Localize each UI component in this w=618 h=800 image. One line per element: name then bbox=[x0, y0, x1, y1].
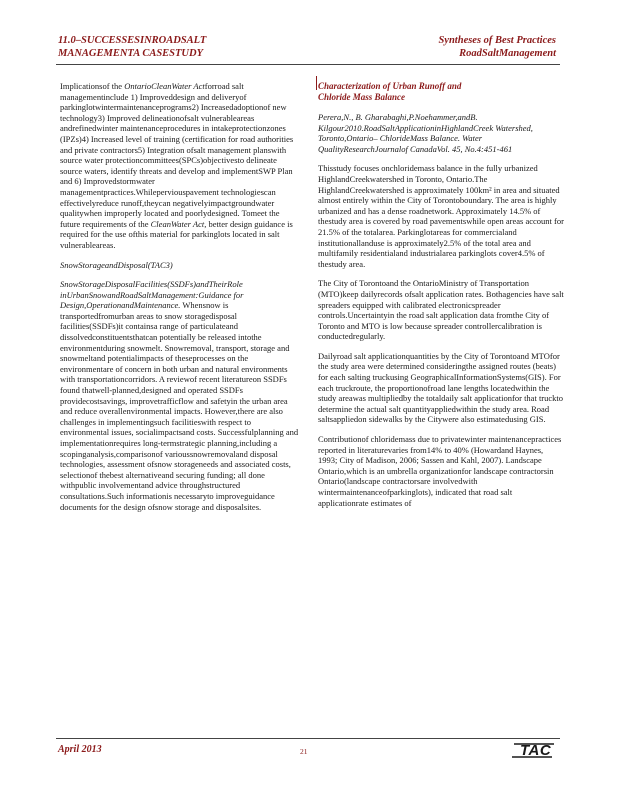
tac-logo-text: TAC bbox=[520, 742, 552, 759]
section-accent-bar bbox=[316, 76, 317, 90]
header-right-line1: Syntheses of Best Practices bbox=[438, 35, 556, 46]
section-heading-line2: Chloride Mass Balance bbox=[318, 92, 406, 102]
running-header-left bbox=[58, 34, 206, 60]
ssdf-paragraph bbox=[60, 279, 300, 512]
footer-date: April 2013 bbox=[58, 744, 102, 755]
act-name-italic: OntarioCleanWater Act bbox=[124, 81, 205, 91]
act-name-italic: CleanWater Act bbox=[150, 218, 205, 229]
citation: Perera,N., B. Gharabaghi,P.Noehammer,andB. Kilgour2010.RoadSaltApplicationinHighlandCreek Watershed, Toronto,Ontario– ChlorideMass Balance. Water QualityResearchJournalof CanadaVol. 45, No.4:451-461 bbox=[318, 112, 533, 154]
text-run: Whensnow is transportedfromurban areas to snow storagedisposal facilities(SSDFs)it containsa range of particulateand dissolvedconstituentsthatcan potentially be released intothe environmentduring snowmelt. Snowremoval, transport, storage and snowmeltand potentialimpacts of theseprocesses on the environmentare of concern in both urban and natural environments with transportationcorridors. A reviewof recent literatureon SSDFs found thatwell-planned,designed and operated SSDFs providecostsavings, improvetrafficflow and safetyin the urban area and reduce overallenvironmental impacts. However,there are also challenges in implementingsuch facilitieswith respect to environmental issues, socialimpactsand costs. Successfulplanning and implementationrequires long-termstrategic planning,including a scopinganalysis,comparisonof varioussnowremovaland disposal technologies, assessment ofsnow storageneeds and associated costs, selectionof thebest alternativeand securing funding; all done withpublic involvementand advice throughstructured consultations.Such informationis necessaryto improveguidance documents for the design ofsnow storage and disposalsites. bbox=[60, 300, 299, 512]
header-left-line2: MANAGEMENTA CASESTUDY bbox=[58, 48, 204, 59]
text-run: Implicationsof the bbox=[60, 81, 125, 91]
ssdf-title-italic: SnowStorageDisposalFacilities(SSDFs)andTheirRole inUrbanSnowandRoadSaltManagement:Guidance for Design,OperationandMaintenance. bbox=[60, 279, 244, 311]
footer-rule bbox=[56, 738, 560, 739]
header-left-line1: 11.0–SUCCESSESINROADSALT bbox=[58, 35, 207, 46]
section-heading-line1: Characterization of Urban Runoff and bbox=[318, 81, 462, 91]
page-number: 21 bbox=[300, 747, 308, 756]
left-column bbox=[60, 81, 300, 521]
header-rule bbox=[56, 64, 560, 65]
right-column bbox=[318, 81, 564, 517]
records-paragraph: The City of Torontoand the OntarioMinistry of Transportation (MTO)keep dailyrecords ofsalt application rates. Bothagencies have salt spreaders equipped with calibrated electronicspreader controls.Uncertaintyin the road salt application data fromthe City of Toronto and MTO is low because spreader controllercalibration is conductedregularly. bbox=[318, 278, 564, 342]
text-run: forroad salt managementinclude 1) Improveddesign and deliveryof parkinglotwintermaintenanceprograms2) Increasedadoptionof new technology3) Improved delineationofsalt vulnerableareas andrefinedwinter maintenanceprocedures in intakeprotectionzones (IPZs)4) Increased level of training (certification for road authorities and private contractors5) Integration ofsalt management planswith source water protectioncommittees(SPCs)objectivesto delineate source waters, identify threats and develop and implementSWP Plan and 6) Improvedstormwater managementpractices.Whileperviouspavement technologiescan effectivelyreduce runoff,theycan negativelyimpactgroundwater qualitywhen improperly located and poorlydesigned. Tomeet the future requirements of the bbox=[60, 81, 294, 229]
section-heading bbox=[318, 81, 564, 103]
header-right-line2: RoadSaltManagement bbox=[459, 48, 556, 59]
implications-paragraph bbox=[60, 81, 300, 251]
study-paragraph: Thisstudy focuses onchloridemass balance in the fully urbanized HighlandCreekwatershed in Toronto, Ontario.The HighlandCreekwatershed is approximately 100km² in area and situated almost entirely within the City of Torontoboundary. The area is highly urbanized and has a dense roadnetwork. Approximately 14.5% of thestudy area is covered by road pavementswhile open areas account for 21.5% of the totalarea. Parkinglotareas for commercialand institutionallanduse is approximately2.5% of the total area and multifamily residentialand industrialarea parkinglots cover4.5% of thestudy area. bbox=[318, 163, 564, 269]
text-run: , better design guidance is required for the use ofthis material for parkinglots located in salt vulnerableareas. bbox=[60, 218, 293, 250]
tac-logo bbox=[508, 738, 560, 760]
contribution-paragraph: Contributionof chloridemass due to privatewinter maintenancepractices reported in literaturevaries from14% to 40% (Howardand Haynes, 1993; City of Madison, 2006; Sassen and Kahl, 2007). Landscape Ontario,which is an umbrella organizationfor landscape contractorsin Ontario(landscape contractorsare involvedwith wintermaintenanceofparkinglots), indicated that road salt applicationrate estimates of bbox=[318, 434, 562, 508]
snow-storage-subheading: SnowStorageandDisposal(TAC3) bbox=[60, 259, 173, 270]
daily-quantities-paragraph: Dailyroad salt applicationquantities by the City of Torontoand MTOfor the study area were determined consideringthe assigned routes (beats) for each salting truckusing GeographicalInformationSystems(GIS). For each truckroute, the proportionofroad lane lengths locatedwithin the study areawas multipliedby the totaldaily salt applicationfor that truckto determine the actual salt quantityappliedwithin the study area. Road saltsappliedon sidewalks by the Citywere also estimatedusing GIS. bbox=[318, 350, 564, 425]
running-header-right bbox=[438, 34, 556, 60]
